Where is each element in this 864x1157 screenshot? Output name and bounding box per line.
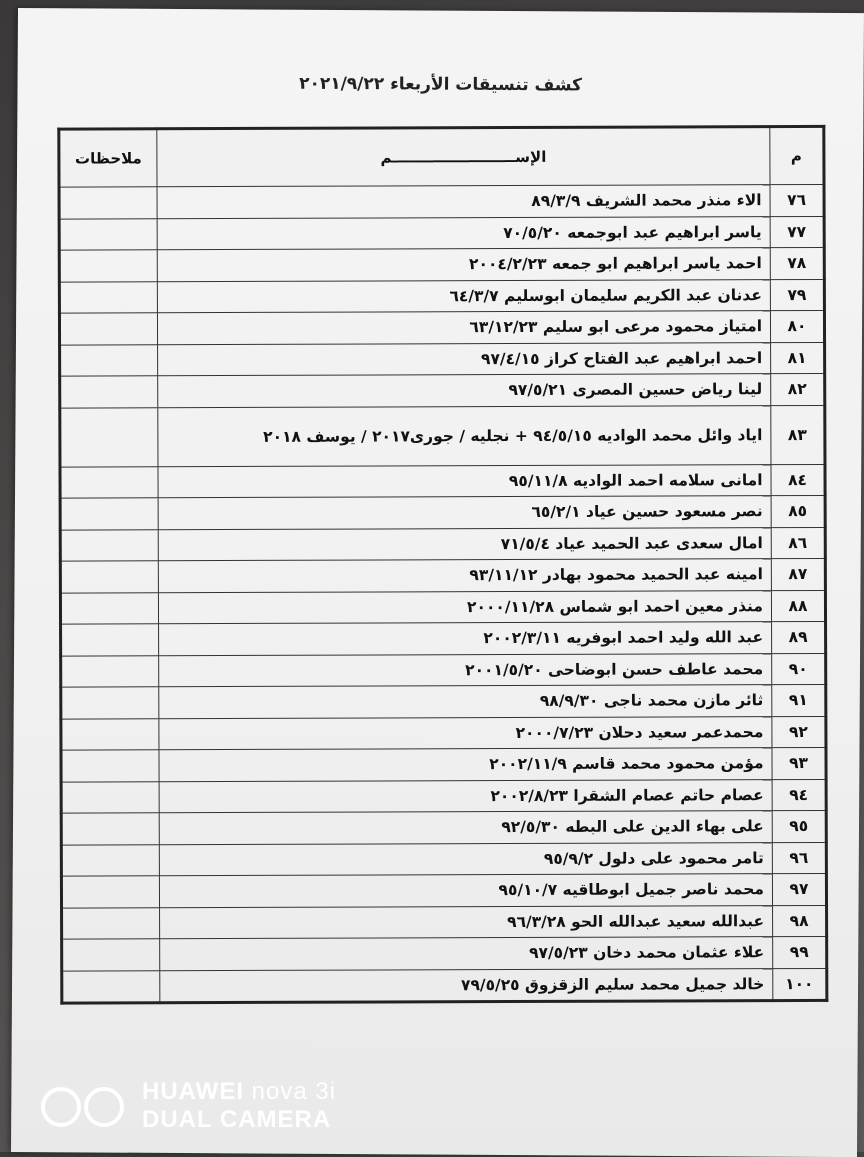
column-header-notes: ملاحظات <box>59 129 157 187</box>
table-row <box>61 779 826 813</box>
camera-logo-icon <box>40 1086 126 1128</box>
column-header-number: م <box>770 126 824 184</box>
row-notes <box>59 313 157 345</box>
row-number: ٩٨ <box>773 905 827 937</box>
row-number: ٨٨ <box>771 590 825 622</box>
row-number: ٨٣ <box>771 405 825 464</box>
table-row <box>62 936 827 970</box>
row-notes <box>60 376 158 408</box>
row-notes <box>61 624 159 656</box>
watermark-camera: DUAL CAMERA <box>142 1106 332 1133</box>
row-name: ياسر ابراهيم عبد ابوجمعه ٧٠/٥/٢٠ <box>157 216 770 250</box>
row-name: عصام حاتم عصام الشقرا ٢٠٠٢/٨/٢٣ <box>159 779 772 813</box>
row-name: عدنان عبد الكريم سليمان ابوسليم ٦٤/٣/٧ <box>157 279 770 313</box>
row-notes <box>61 813 159 845</box>
table-row <box>59 184 824 218</box>
row-notes <box>60 344 158 376</box>
row-number: ٧٦ <box>770 184 824 216</box>
row-name: عبد الله وليد احمد ابوفريه ٢٠٠٢/٣/١١ <box>159 622 772 656</box>
table-row <box>60 405 825 467</box>
document-title: كشف تنسيقات الأربعاء ٢٠٢١/٩/٢٢ <box>299 73 583 96</box>
row-name: نصر مسعود حسين عياد ٦٥/٢/١ <box>158 496 771 530</box>
row-number: ١٠٠ <box>773 968 827 1001</box>
watermark-brand: HUAWEI <box>142 1078 244 1105</box>
row-name: محمد عاطف حسن ابوضاحى ٢٠٠١/٥/٢٠ <box>159 653 772 687</box>
row-notes <box>61 876 159 908</box>
row-notes <box>61 655 159 687</box>
row-notes <box>61 687 159 719</box>
table-row <box>61 842 826 876</box>
watermark-brand-line <box>142 1080 336 1104</box>
table-row <box>61 716 826 750</box>
row-name: الاء منذر محمد الشريف ٨٩/٣/٩ <box>157 185 770 219</box>
row-name: احمد ياسر ابراهيم ابو جمعه ٢٠٠٤/٢/٢٣ <box>157 248 770 282</box>
column-header-name: الإســــــــــــــــــــــــم <box>157 127 770 187</box>
row-number: ٨٤ <box>771 464 825 496</box>
row-number: ٨٧ <box>771 558 825 590</box>
row-number: ٩٠ <box>772 653 826 685</box>
table-row <box>61 684 826 718</box>
table-row <box>61 653 826 687</box>
row-notes <box>60 466 158 498</box>
row-name: امال سعدى عبد الحميد عياد ٧١/٥/٤ <box>158 527 771 561</box>
row-number: ٩٩ <box>773 936 827 968</box>
row-number: ٨١ <box>771 342 825 374</box>
row-name: منذر معين احمد ابو شماس ٢٠٠٠/١١/٢٨ <box>158 590 771 624</box>
row-notes <box>61 750 159 782</box>
row-notes <box>60 407 158 466</box>
table-row <box>61 621 826 655</box>
table-row <box>60 527 825 561</box>
row-name: تامر محمود على دلول ٩٥/٩/٢ <box>159 842 772 876</box>
row-notes <box>62 907 160 939</box>
row-number: ٩١ <box>772 684 826 716</box>
table-row <box>60 373 825 407</box>
row-number: ٩٣ <box>772 747 826 779</box>
row-number: ٧٨ <box>770 247 824 279</box>
table-row <box>60 590 825 624</box>
row-name: على بهاء الدين على البطه ٩٢/٥/٣٠ <box>159 811 772 845</box>
table-row <box>59 310 824 344</box>
row-number: ٩٦ <box>772 842 826 874</box>
row-number: ٨٢ <box>771 373 825 405</box>
row-notes <box>61 781 159 813</box>
row-notes <box>61 844 159 876</box>
table-row <box>60 342 825 376</box>
row-number: ٨٦ <box>771 527 825 559</box>
row-notes <box>61 718 159 750</box>
row-notes <box>59 218 157 250</box>
row-notes <box>59 281 157 313</box>
row-name: لينا رياض حسين المصرى ٩٧/٥/٢١ <box>158 374 771 408</box>
row-name: مؤمن محمود محمد قاسم ٢٠٠٢/١١/٩ <box>159 748 772 782</box>
row-name: احمد ابراهيم عبد الفتاح كراز ٩٧/٤/١٥ <box>158 342 771 376</box>
row-notes <box>59 187 157 219</box>
row-name: محمدعمر سعيد دحلان ٢٠٠٠/٧/٢٣ <box>159 716 772 750</box>
row-name: عبدالله سعيد عبدالله الحو ٩٦/٣/٢٨ <box>160 905 773 939</box>
row-name: امتياز محمود مرعى ابو سليم ٦٣/١٢/٢٣ <box>157 311 770 345</box>
row-notes <box>60 592 158 624</box>
row-notes <box>60 498 158 530</box>
row-number: ٩٢ <box>772 716 826 748</box>
row-number: ٩٤ <box>772 779 826 811</box>
table-row <box>60 464 825 498</box>
paper-sheet <box>11 8 864 1157</box>
row-notes <box>62 970 160 1003</box>
row-number: ٧٧ <box>770 216 824 248</box>
row-notes <box>60 561 158 593</box>
table-row <box>61 747 826 781</box>
row-name: امانى سلامه احمد الواديه ٩٥/١١/٨ <box>158 464 771 498</box>
roster-table <box>57 125 828 1005</box>
row-number: ٨٩ <box>772 621 826 653</box>
row-name: امينه عبد الحميد محمود بهادر ٩٣/١١/١٢ <box>158 559 771 593</box>
watermark-model: nova 3i <box>251 1078 337 1105</box>
row-notes <box>60 529 158 561</box>
row-name: خالد جميل محمد سليم الزقزوق ٧٩/٥/٢٥ <box>160 968 773 1003</box>
row-name: علاء عثمان محمد دخان ٩٧/٥/٢٣ <box>160 937 773 971</box>
row-name: اياد وائل محمد الواديه ٩٤/٥/١٥ + نجليه / جورى٢٠١٧ / يوسف ٢٠١٨ <box>158 405 771 466</box>
row-number: ٩٧ <box>772 873 826 905</box>
row-number: ٨٠ <box>770 310 824 342</box>
row-name: محمد ناصر جميل ابوطاقيه ٩٥/١٠/٧ <box>159 874 772 908</box>
table-row <box>61 810 826 844</box>
table-row <box>60 558 825 592</box>
table-row <box>62 905 827 939</box>
row-number: ٨٥ <box>771 495 825 527</box>
table-row <box>62 968 827 1003</box>
row-notes <box>62 939 160 971</box>
table-row <box>60 495 825 529</box>
table-header-row <box>59 126 824 187</box>
table-row <box>59 279 824 313</box>
row-number: ٩٥ <box>772 810 826 842</box>
table-row <box>61 873 826 907</box>
row-number: ٧٩ <box>770 279 824 311</box>
table-row <box>59 216 824 250</box>
table-body <box>59 184 827 1003</box>
row-notes <box>59 250 157 282</box>
row-name: ثائر مازن محمد ناجى ٩٨/٩/٣٠ <box>159 685 772 719</box>
table-row <box>59 247 824 281</box>
